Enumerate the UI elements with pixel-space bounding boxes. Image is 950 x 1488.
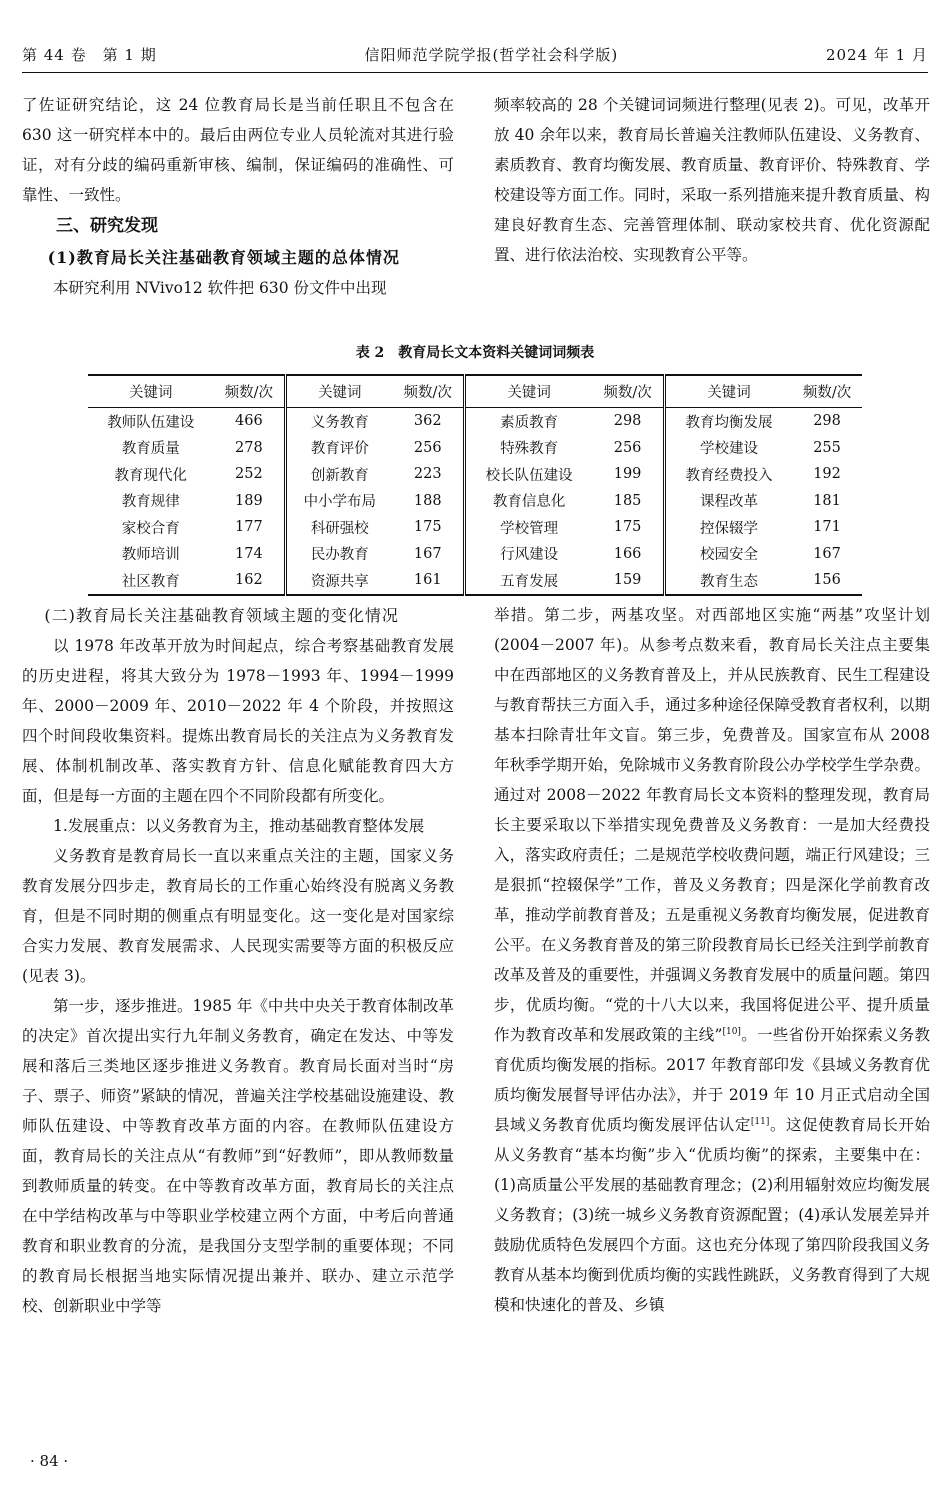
table-cell: 义务教育 bbox=[310, 414, 369, 431]
top-left-column bbox=[22, 90, 454, 303]
table-cell: 教育质量 bbox=[121, 441, 180, 458]
table-cell: 256 bbox=[592, 435, 664, 462]
keyword-frequency-table bbox=[88, 374, 862, 596]
table-cell: 特殊教育 bbox=[500, 441, 559, 458]
table-cell: 科研强校 bbox=[310, 520, 369, 537]
table-cell: 256 bbox=[392, 435, 464, 462]
col-header: 频数/次 bbox=[214, 375, 286, 408]
table-row bbox=[88, 541, 862, 568]
table-cell: 社区教育 bbox=[121, 573, 180, 590]
table-cell: 466 bbox=[214, 408, 286, 435]
subsection-title: (二)教育局长关注基础教育领域主题的变化情况 bbox=[44, 606, 399, 625]
table-cell: 教育生态 bbox=[699, 573, 758, 590]
table-cell: 166 bbox=[592, 541, 664, 568]
table-cell: 252 bbox=[214, 461, 286, 488]
citation[interactable]: [11] bbox=[750, 1116, 770, 1127]
table-cell: 181 bbox=[813, 492, 841, 509]
table-row bbox=[88, 514, 862, 541]
citation[interactable]: [10] bbox=[722, 1026, 741, 1037]
table-cell: 教育经费投入 bbox=[685, 467, 773, 484]
table-cell: 167 bbox=[392, 541, 464, 568]
text-run: 举措。第二步，两基攻坚。对西部地区实施“两基”攻坚计划(2004－2007 年)。从参考点数来看，教育局长关注点主要集中在西部地区的义务教育普及上，并从民族教育、民生工程建设与教育帮扶三方面入手，通过多种途径保障受教育者权利，以期基本扫除青壮年文盲。第三步，免费普及。国家宣布从 2008 年秋季学期开始，免除城市义务教育阶段公办学校学生学杂费。通过对 2008－2022 年教育局长文本资料的整理发现，教育局长主要采取以下举措实现免费普及义务教育：一是加大经费投入，落实政府责任；二是规范学校收费问题，端正行风建设；三是狠抓“控辍保学”工作，普及义务教育；四是深化学前教育改革，推动学前教育普及；五是重视义务教育均衡发展，促进教育公平。在义务教育普及的第三阶段教育局长已经关注到学前教育改革及普及的重要性，并强调义务教育发展中的质量问题。第四步，优质均衡。“党的十八大以来，我国将促进公平、提升质量作为教育改革和发展政策的主线” bbox=[494, 606, 930, 1044]
table-header-row bbox=[88, 375, 862, 408]
paragraph: 义务教育是教育局长一直以来重点关注的主题，国家义务教育发展分四步走，教育局长的工作重心始终没有脱离义务教育，但是不同时期的侧重点有明显变化。这一变化是对国家综合实力发展、教育发展需求、人民现实需要等方面的积极反应(见表 3)。 bbox=[22, 847, 454, 985]
paragraph: 以 1978 年改革开放为时间起点，综合考察基础教育发展的历史进程，将其大致分为 1978－1993 年、1994－1999 年、2000－2009 年、2010－2022 年 4 个阶段，并按照这四个时间段收集资料。提炼出教育局长的关注点为义务教育发展、体制机制改革、落实教育方针、信息化赋能教育四大方面，但是每一方面的主题在四个不同阶段都有所变化。 bbox=[22, 637, 454, 805]
table-cell: 中小学布局 bbox=[303, 494, 377, 511]
table-cell: 学校建设 bbox=[699, 441, 758, 458]
table-row bbox=[88, 567, 862, 595]
table-cell: 教育评价 bbox=[310, 441, 369, 458]
col-header: 频数/次 bbox=[802, 385, 852, 401]
table-row bbox=[88, 435, 862, 462]
paragraph: 本研究利用 NVivo12 软件把 630 份文件中出现 bbox=[53, 279, 387, 297]
col-header: 关键词 bbox=[129, 385, 173, 401]
table-cell: 167 bbox=[813, 545, 841, 562]
col-header: 关键词 bbox=[707, 385, 751, 401]
table-cell: 民办教育 bbox=[310, 547, 369, 564]
table-cell: 177 bbox=[214, 514, 286, 541]
text-run: 。这促使教育局长开始从义务教育“基本均衡”步入“优质均衡”的探索，主要集中在：(1)高质量公平发展的基础教育理念；(2)利用辐射效应均衡发展义务教育；(3)统一城乡义务教育资源配置；(4)承认发展差异并鼓励优质特色发展四个方面。这也充分体现了第四阶段我国义务教育从基本均衡到优质均衡的实践性跳跃，义务教育得到了大规模和快速化的普及、乡镇 bbox=[494, 1116, 930, 1314]
table-cell: 298 bbox=[592, 408, 664, 435]
table-cell: 156 bbox=[813, 572, 841, 589]
page-number: · 84 · bbox=[30, 1452, 69, 1470]
table-cell: 188 bbox=[392, 488, 464, 515]
col-header: 关键词 bbox=[507, 385, 551, 401]
table-cell: 278 bbox=[214, 435, 286, 462]
col-header: 关键词 bbox=[318, 385, 362, 401]
col-header: 频数/次 bbox=[592, 375, 664, 408]
table-cell: 教育现代化 bbox=[114, 467, 188, 484]
table-cell: 162 bbox=[214, 567, 286, 595]
table-row bbox=[88, 488, 862, 515]
table-cell: 五育发展 bbox=[500, 573, 559, 590]
table-cell: 课程改革 bbox=[699, 494, 758, 511]
header-rule bbox=[22, 72, 928, 73]
table-cell: 223 bbox=[392, 461, 464, 488]
table-cell: 189 bbox=[214, 488, 286, 515]
table-cell: 校长队伍建设 bbox=[485, 467, 573, 484]
table-cell: 298 bbox=[813, 413, 841, 430]
paragraph: 第一步，逐步推进。1985 年《中共中央关于教育体制改革的决定》首次提出实行九年制义务教育，确定在发达、中等发展和落后三类地区逐步推进义务教育。教育局长面对当时“房子、票子、师资”紧缺的情况，普遍关注学校基础设施建设、教师队伍建设、中等教育改革方面的内容。在教师队伍建设方面，教育局长的关注点从“有教师”到“好教师”，即从教师数量到教师质量的转变。在中等教育改革方面，教育局长的关注点在中学结构改革与中等职业学校建立两个方面，中考后向普通教育和职业教育的分流，是我国分支型学制的重要体现；不同的教育局长根据当地实际情况提出兼并、联办、建立示范学校、创新职业中学等 bbox=[22, 997, 454, 1315]
table-cell: 家校合育 bbox=[121, 520, 180, 537]
header-volume: 第 44 卷 第 1 期 bbox=[22, 46, 157, 64]
header-date: 2024 年 1 月 bbox=[825, 46, 928, 64]
table-cell: 192 bbox=[813, 466, 841, 483]
text-run: 。一些省份开始探索义务教育优质均衡发展的指标。2017 年教育部印发《县域义务教育优质均衡发展督导评估办法》，并于 2019 年 10 月正式启动全国县域义务教育优质均衡发展评估认定 bbox=[494, 1026, 930, 1134]
table-cell: 学校管理 bbox=[500, 520, 559, 537]
paragraph: 了佐证研究结论，这 24 位教育局长是当前任职且不包含在 630 这一研究样本中的。最后由两位专业人员轮流对其进行验证，对有分歧的编码重新审核、编制，保证编码的准确性、可靠性、一致性。 bbox=[22, 96, 454, 204]
header-journal-title: 信阳师范学院学报(哲学社会科学版) bbox=[364, 46, 619, 64]
table-cell: 199 bbox=[592, 461, 664, 488]
running-header bbox=[22, 44, 928, 65]
table-cell: 255 bbox=[813, 439, 841, 456]
table-cell: 教师培训 bbox=[121, 547, 180, 564]
section-title: 三、研究发现 bbox=[56, 216, 158, 236]
table-cell: 175 bbox=[592, 514, 664, 541]
table-caption: 表 2 教育局长文本资料关键词词频表 bbox=[355, 345, 595, 361]
table-cell: 校园安全 bbox=[699, 547, 758, 564]
table-cell: 资源共享 bbox=[310, 573, 369, 590]
table-cell: 教育规律 bbox=[121, 494, 180, 511]
table-cell: 161 bbox=[392, 567, 464, 595]
table-row bbox=[88, 408, 862, 435]
table-cell: 362 bbox=[392, 408, 464, 435]
bottom-right-column bbox=[494, 600, 930, 1320]
table-cell: 行风建设 bbox=[500, 547, 559, 564]
table-cell: 175 bbox=[392, 514, 464, 541]
table-cell: 教育均衡发展 bbox=[685, 414, 773, 431]
bottom-left-column bbox=[22, 600, 454, 1321]
col-header: 频数/次 bbox=[392, 375, 464, 408]
table-row bbox=[88, 461, 862, 488]
paragraph: 频率较高的 28 个关键词词频进行整理(见表 2)。可见，改革开放 40 余年以来，教育局长普遍关注教师队伍建设、义务教育、素质教育、教育均衡发展、教育质量、教育评价、特殊教育、学校建设等方面工作。同时，采取一系列措施来提升教育质量、构建良好教育生态、完善管理体制、联动家校共育、优化资源配置、进行依法治校、实现教育公平等。 bbox=[494, 96, 930, 264]
paragraph bbox=[494, 600, 930, 1320]
top-right-column bbox=[494, 90, 930, 270]
table-cell: 教育信息化 bbox=[492, 494, 566, 511]
subheading: 1.发展重点：以义务教育为主，推动基础教育整体发展 bbox=[53, 817, 425, 835]
table-cell: 控保辍学 bbox=[699, 520, 758, 537]
table-cell: 159 bbox=[592, 567, 664, 595]
table-cell: 185 bbox=[592, 488, 664, 515]
table-cell: 171 bbox=[813, 519, 841, 536]
table-cell: 素质教育 bbox=[500, 414, 559, 431]
table-cell: 174 bbox=[214, 541, 286, 568]
subsection-title: (1)教育局长关注基础教育领域主题的总体情况 bbox=[47, 248, 400, 267]
table-cell: 创新教育 bbox=[310, 467, 369, 484]
table-cell: 教师队伍建设 bbox=[107, 414, 195, 431]
